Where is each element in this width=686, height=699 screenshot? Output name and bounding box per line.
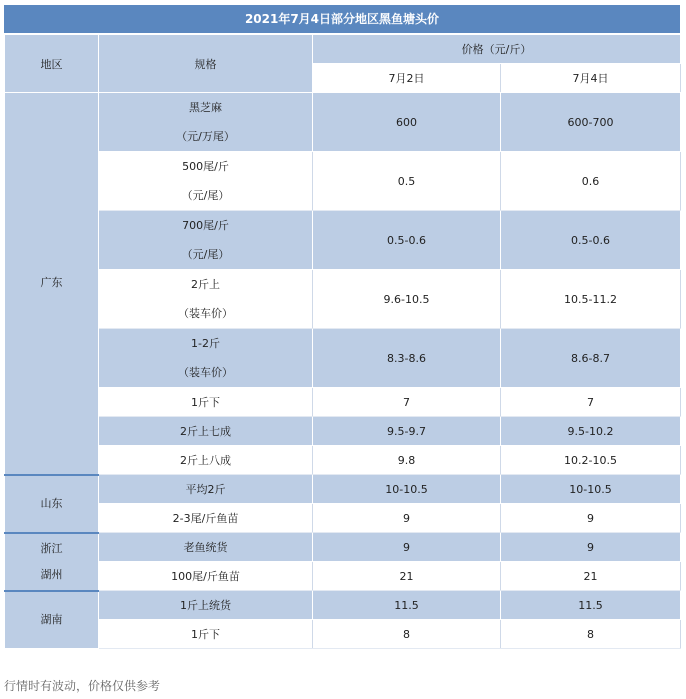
price-date-1: 11.5 [313,591,501,620]
header-spec: 规格 [99,35,313,93]
spec-cell: 700尾/斤 （元/尾） [99,211,313,270]
region-shandong: 山东 [5,475,99,533]
price-date-2: 10.2-10.5 [501,446,681,475]
header-price: 价格（元/斤） [313,35,681,64]
table-row [5,93,681,152]
price-date-2: 21 [501,562,681,591]
table-row [5,504,681,533]
price-table [4,34,681,649]
price-date-1: 9.6-10.5 [313,270,501,329]
table-row [5,475,681,504]
table-row [5,620,681,649]
price-date-2: 8 [501,620,681,649]
price-date-2: 11.5 [501,591,681,620]
spec-cell: 1-2斤 （装车价） [99,329,313,388]
spec-cell: 2-3尾/斤鱼苗 [99,504,313,533]
spec-cell: 黑芝麻 （元/万尾） [99,93,313,152]
price-date-2: 7 [501,388,681,417]
price-date-1: 10-10.5 [313,475,501,504]
price-date-2: 8.6-8.7 [501,329,681,388]
region-zhejiang-huzhou: 浙江 湖州 [5,533,99,591]
header-region: 地区 [5,35,99,93]
price-date-1: 9 [313,533,501,562]
table-row [5,388,681,417]
spec-cell: 1斤下 [99,620,313,649]
header-date-2: 7月4日 [501,64,681,93]
price-date-2: 0.6 [501,152,681,211]
spec-cell: 平均2斤 [99,475,313,504]
price-date-1: 7 [313,388,501,417]
spec-cell: 老鱼统货 [99,533,313,562]
price-date-1: 9.8 [313,446,501,475]
table-row [5,211,681,270]
spec-cell: 2斤上八成 [99,446,313,475]
table-row [5,591,681,620]
spec-cell: 100尾/斤鱼苗 [99,562,313,591]
price-date-1: 9 [313,504,501,533]
price-date-2: 0.5-0.6 [501,211,681,270]
table-title: 2021年7月4日部分地区黑鱼塘头价 [4,5,680,33]
price-date-1: 8.3-8.6 [313,329,501,388]
table-row [5,562,681,591]
table-row [5,446,681,475]
price-date-2: 9.5-10.2 [501,417,681,446]
price-date-2: 9 [501,533,681,562]
table-row [5,533,681,562]
spec-cell: 500尾/斤 （元/尾） [99,152,313,211]
disclaimer-note: 行情时有波动，价格仅供参考 [4,679,161,693]
price-table-panel [4,5,680,649]
table-row [5,329,681,388]
spec-cell: 1斤下 [99,388,313,417]
table-row [5,417,681,446]
price-date-2: 10.5-11.2 [501,270,681,329]
price-date-1: 8 [313,620,501,649]
price-date-1: 21 [313,562,501,591]
region-guangdong: 广东 [5,93,99,475]
spec-cell: 2斤上 （装车价） [99,270,313,329]
price-date-1: 9.5-9.7 [313,417,501,446]
price-date-2: 10-10.5 [501,475,681,504]
table-row [5,270,681,329]
price-date-2: 9 [501,504,681,533]
region-hunan: 湖南 [5,591,99,649]
price-date-2: 600-700 [501,93,681,152]
price-date-1: 0.5-0.6 [313,211,501,270]
spec-cell: 1斤上统货 [99,591,313,620]
header-date-1: 7月2日 [313,64,501,93]
price-date-1: 600 [313,93,501,152]
price-date-1: 0.5 [313,152,501,211]
spec-cell: 2斤上七成 [99,417,313,446]
table-row [5,152,681,211]
